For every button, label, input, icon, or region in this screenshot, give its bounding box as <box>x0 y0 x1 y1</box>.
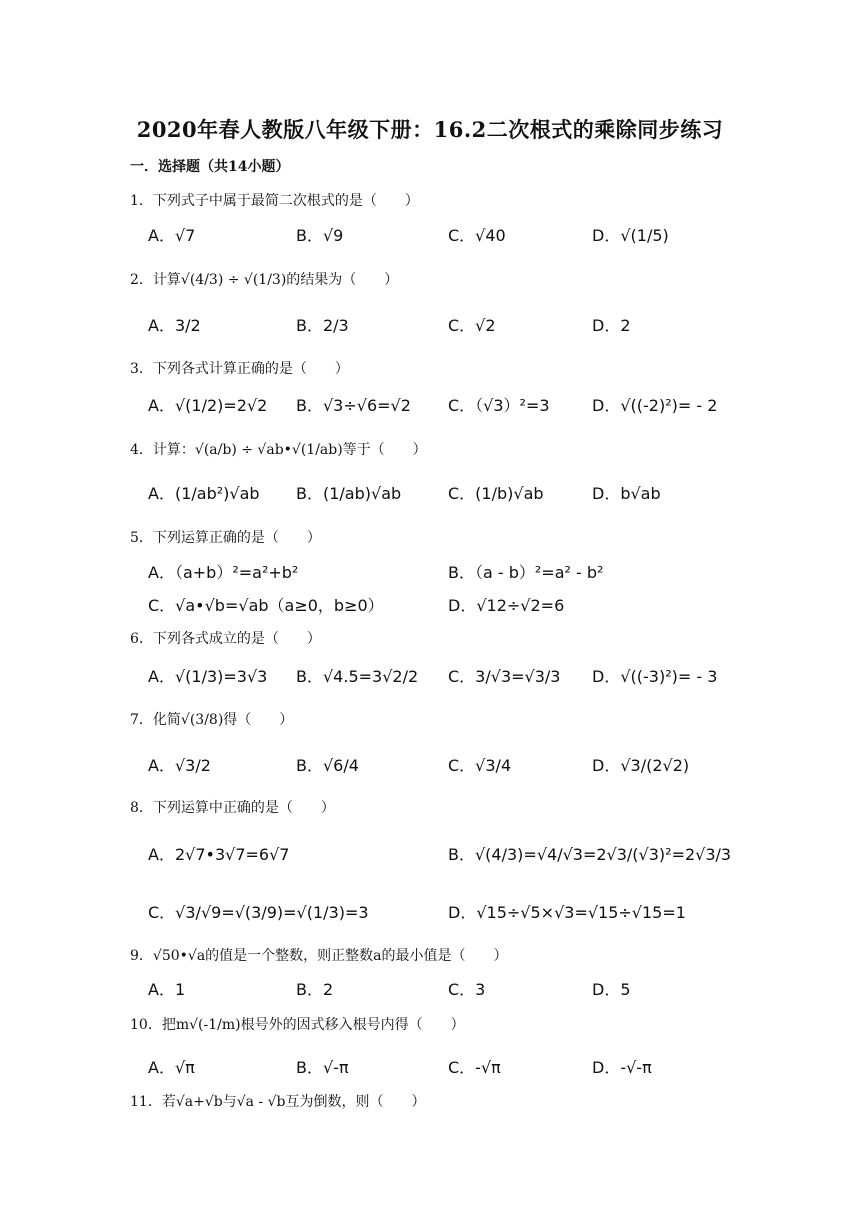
question-number: 5． <box>130 530 153 546</box>
question-9 <box>130 946 508 966</box>
option-a: A．√(1/2)=2√2 <box>148 396 268 415</box>
question-stem: 下列各式成立的是（ ） <box>152 631 321 647</box>
question-number: 6． <box>130 631 153 647</box>
option-b: B．√(4/3)=√4/√3=2√3/(√3)²=2√3/3 <box>448 845 732 864</box>
option-d: D．-√-π <box>592 1058 652 1077</box>
question-number: 8． <box>130 800 153 816</box>
option-a: A．√3/2 <box>148 756 211 775</box>
option-b: B．√4.5=3√2/2 <box>296 667 419 686</box>
option-d: D．b√ab <box>592 484 661 503</box>
option-d: D．√((-3)²)= - 3 <box>592 667 718 686</box>
option-a: A．2√7•3√7=6√7 <box>148 845 290 864</box>
question-number: 3． <box>130 361 153 377</box>
question-stem: 下列运算正确的是（ ） <box>152 530 321 546</box>
question-2 <box>130 270 398 290</box>
question-5 <box>130 528 321 548</box>
question-8 <box>130 798 335 818</box>
option-c: C．（√3）²=3 <box>448 396 550 415</box>
question-number: 1． <box>130 193 153 209</box>
option-a: A．(1/ab²)√ab <box>148 484 260 503</box>
option-c: C．√2 <box>448 316 496 335</box>
option-c: C．3 <box>448 980 486 999</box>
question-number: 11． <box>130 1094 162 1110</box>
question-stem: 若√a+√b与√a - √b互为倒数，则（ ） <box>161 1094 426 1110</box>
option-a: A．√7 <box>148 226 196 245</box>
option-a: A．3/2 <box>148 316 201 335</box>
question-stem: 化简√(3/8)得（ ） <box>152 712 294 728</box>
question-1 <box>130 191 419 211</box>
option-b: B．√6/4 <box>296 756 359 775</box>
option-b: B．√-π <box>296 1058 349 1077</box>
option-c: C．-√π <box>448 1058 501 1077</box>
option-b: B．√3÷√6=√2 <box>296 396 411 415</box>
question-stem: 下列运算中正确的是（ ） <box>152 800 335 816</box>
option-a: A．√π <box>148 1058 195 1077</box>
option-b: B．2 <box>296 980 334 999</box>
option-c: C．√3/4 <box>448 756 512 775</box>
option-d: D．√3/(2√2) <box>592 756 690 775</box>
question-number: 7． <box>130 712 153 728</box>
option-b: B．(1/ab)√ab <box>296 484 402 503</box>
option-c: C．√40 <box>448 226 506 245</box>
question-7 <box>130 710 293 730</box>
question-4 <box>130 440 427 460</box>
option-b: B．2/3 <box>296 316 349 335</box>
option-c: C．√a•√b=√ab（a≥0，b≥0） <box>148 596 384 615</box>
question-stem: 下列各式计算正确的是（ ） <box>152 361 349 377</box>
question-3 <box>130 359 349 379</box>
question-number: 10． <box>130 1017 162 1033</box>
option-c: C．(1/b)√ab <box>448 484 544 503</box>
question-number: 4． <box>130 442 153 458</box>
option-b: B．√9 <box>296 226 344 245</box>
question-stem: 下列式子中属于最简二次根式的是（ ） <box>152 193 419 209</box>
question-stem: √50•√a的值是一个整数，则正整数a的最小值是（ ） <box>152 948 508 964</box>
option-d: D．√(1/5) <box>592 226 669 245</box>
question-11 <box>130 1092 426 1112</box>
option-d: D．√12÷√2=6 <box>448 596 565 615</box>
option-c: C．√3/√9=√(3/9)=√(1/3)=3 <box>148 903 369 922</box>
option-b: B．（a - b）²=a² - b² <box>448 563 604 582</box>
option-c: C．3/√3=√3/3 <box>448 667 561 686</box>
question-number: 9． <box>130 948 153 964</box>
question-number: 2． <box>130 272 153 288</box>
option-d: D．√15÷√5×√3=√15÷√15=1 <box>448 903 686 922</box>
question-stem: 把m√(-1/m)根号外的因式移入根号内得（ ） <box>161 1017 465 1033</box>
question-stem: 计算：√(a/b) ÷ √ab•√(1/ab)等于（ ） <box>152 442 427 458</box>
option-d: D．√((-2)²)= - 2 <box>592 396 718 415</box>
option-d: D．2 <box>592 316 631 335</box>
section-heading: 一．选择题（共14小题） <box>130 159 290 175</box>
option-a: A．1 <box>148 980 186 999</box>
question-6 <box>130 629 321 649</box>
option-a: A．（a+b）²=a²+b² <box>148 563 299 582</box>
option-a: A．√(1/3)=3√3 <box>148 667 268 686</box>
question-stem: 计算√(4/3) ÷ √(1/3)的结果为（ ） <box>152 272 399 288</box>
page-title: 2020年春人教版八年级下册：16.2二次根式的乘除同步练习 <box>136 117 724 142</box>
option-d: D．5 <box>592 980 631 999</box>
question-10 <box>130 1015 465 1035</box>
